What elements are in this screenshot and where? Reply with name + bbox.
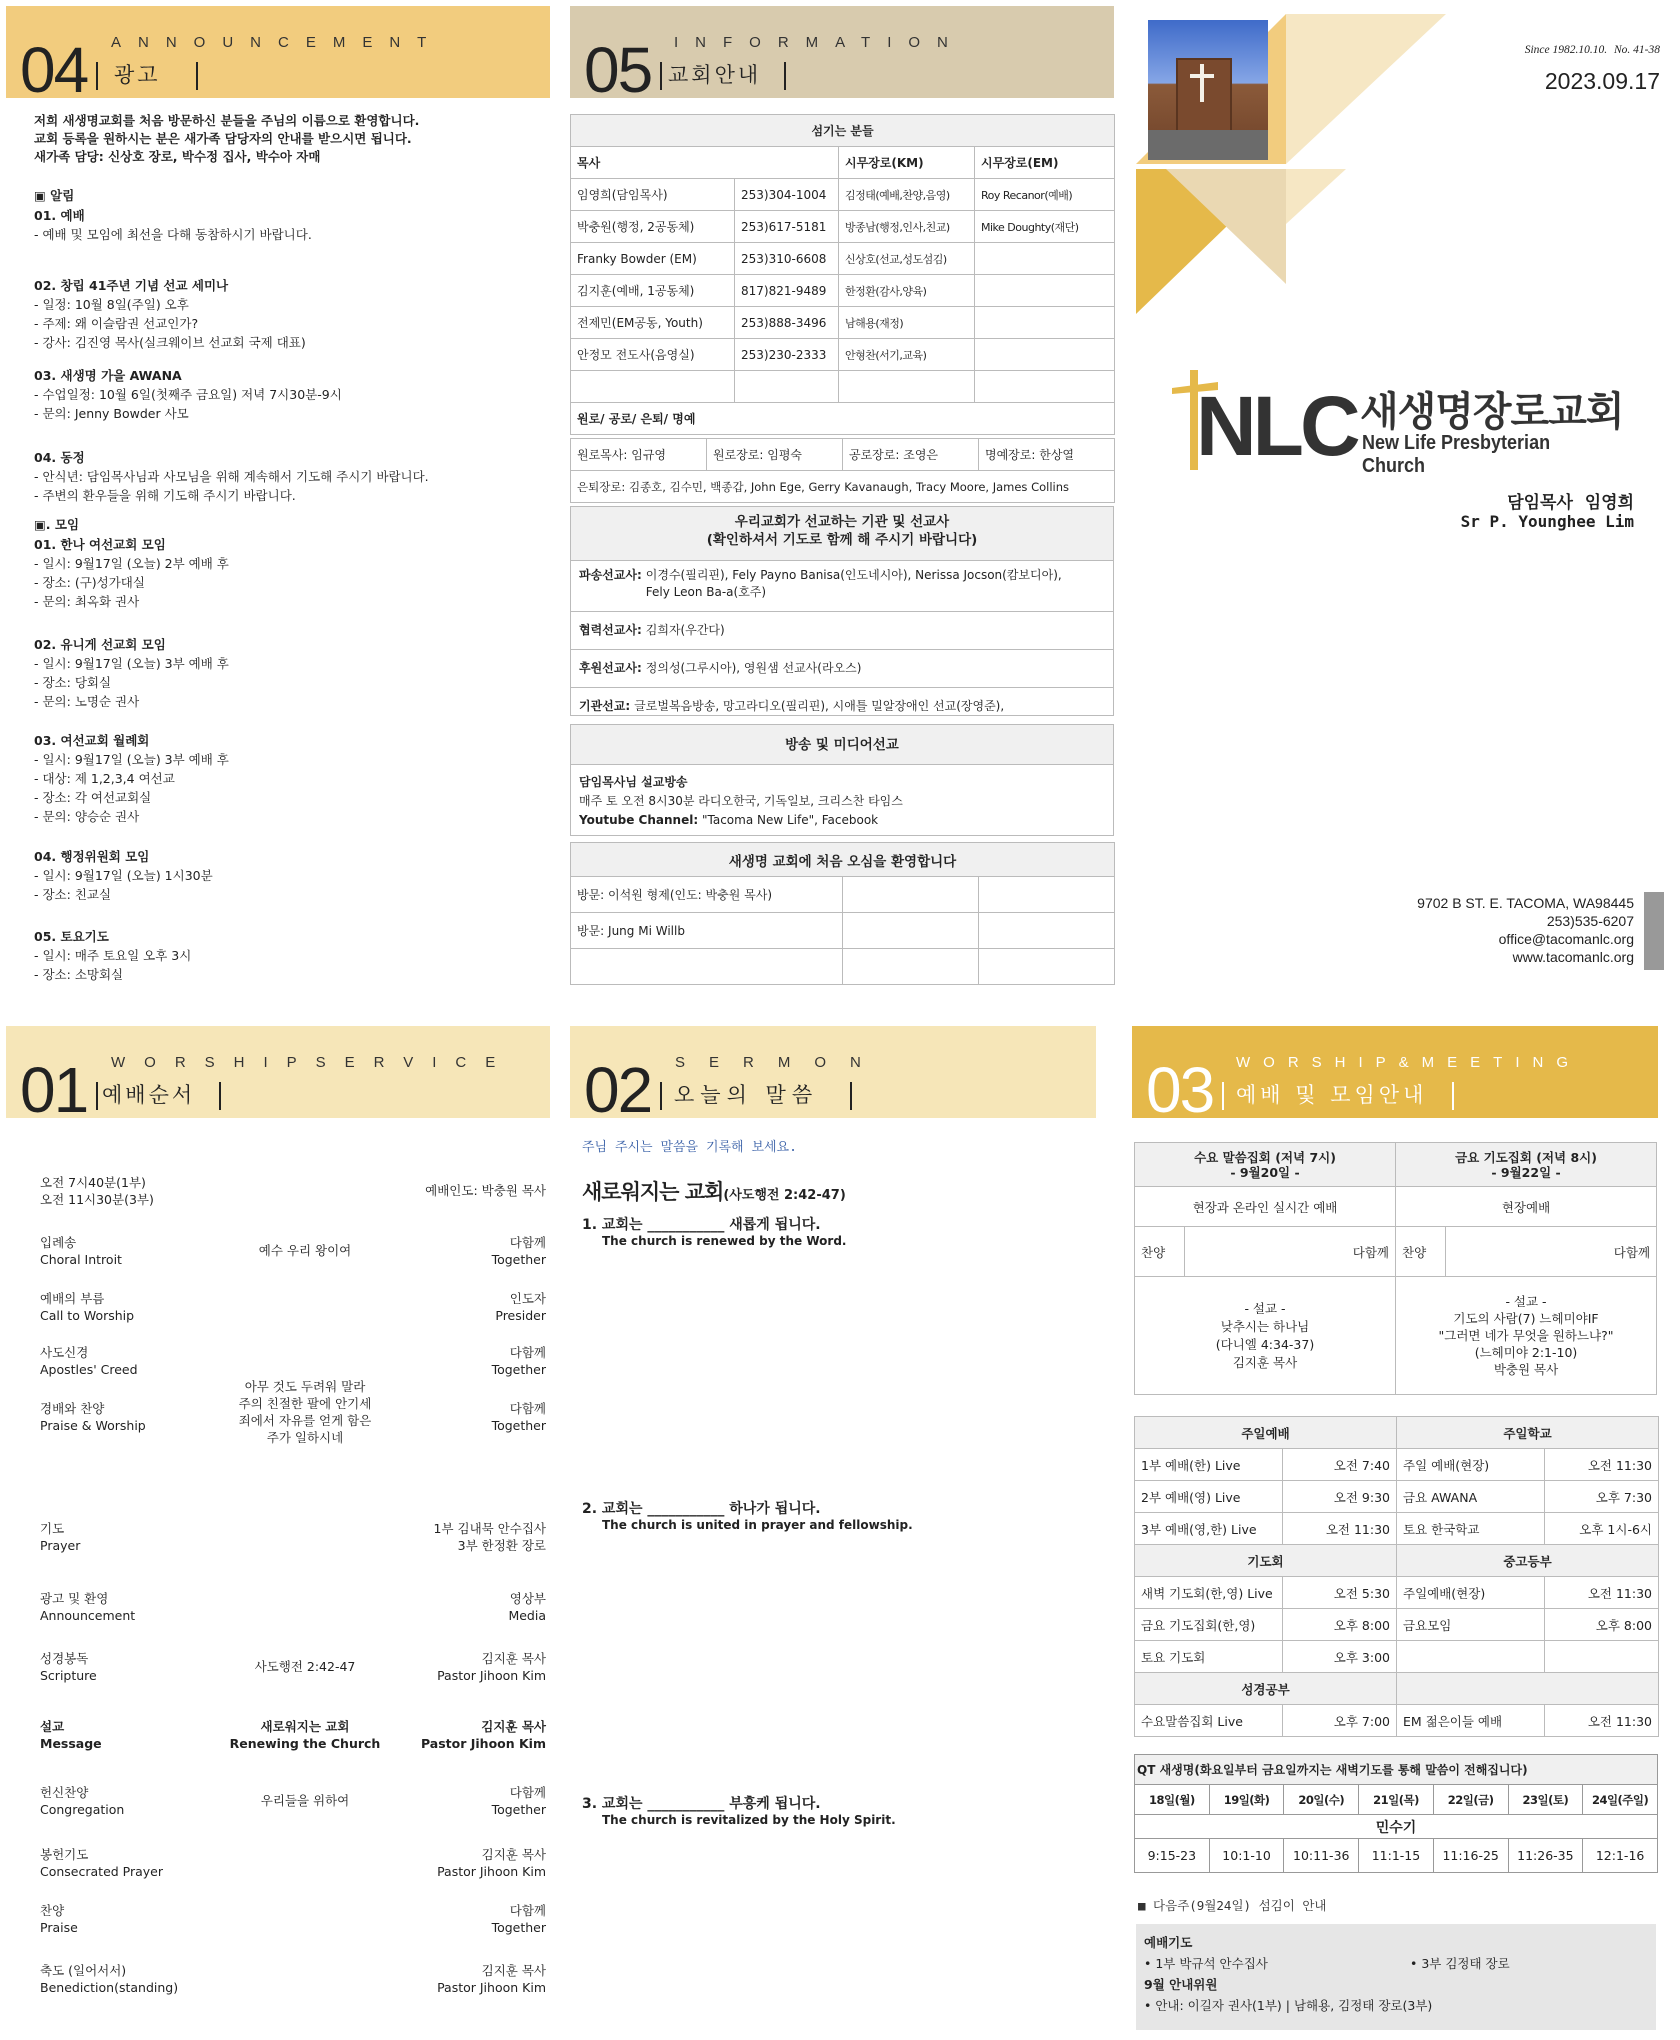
fri-sermon: - 설교 - 기도의 사람(7) 느헤미야IF "그러면 네가 무엇을 원하느냐?" (느헤미야 2:1-10) 박충원 목사 xyxy=(1396,1277,1657,1395)
church-logo xyxy=(1170,362,1640,482)
worship-leader: 인도자 Presider xyxy=(495,1291,546,1323)
qt-reference: 10:11-36 xyxy=(1284,1839,1359,1873)
church-name-en: New Life Presbyterian Church xyxy=(1362,432,1551,477)
staff-row xyxy=(571,179,1115,211)
media-title: 방송 및 미디어선교 xyxy=(571,725,1113,765)
worship-leader: 다함께 Together xyxy=(491,1903,546,1935)
schedule-cell: 오후 8:00 xyxy=(1545,1609,1659,1641)
meeting-item xyxy=(34,535,229,611)
schedule-cell: 금요모임 xyxy=(1397,1609,1545,1641)
mission-key: 후원선교사: xyxy=(579,661,642,675)
schedule-cell: EM 젊은이들 예배 xyxy=(1397,1705,1545,1737)
qt-reference: 10:1-10 xyxy=(1209,1839,1284,1873)
mission-key: 협력선교사: xyxy=(579,623,642,637)
qt-title: QT 새생명(화요일부터 금요일까지는 새벽기도를 통해 말씀이 전해집니다) xyxy=(1135,1755,1658,1785)
qt-reference: 11:1-15 xyxy=(1359,1839,1434,1873)
schedule-cell: 새벽 기도회(한,영) Live xyxy=(1135,1577,1283,1609)
notice-title: 02. 창립 41주년 기념 선교 세미나 xyxy=(34,278,229,293)
retired-elders: 은퇴장로: 김종호, 김수민, 백종갑, John Ege, Gerry Kavanaugh, Tracy Moore, James Collins xyxy=(571,471,1115,503)
staff-cell: 김정태(예배,찬양,음영) xyxy=(839,179,975,211)
section-title-ko: 예배순서 xyxy=(102,1083,196,1107)
information-panel xyxy=(570,6,1118,1006)
mission-row xyxy=(571,561,1113,611)
qt-day: 20일(수) xyxy=(1284,1785,1359,1815)
address: 9702 B ST. E. TACOMA, WA98445 xyxy=(1417,895,1634,911)
worship-leader: 1부 김내묵 안수집사 3부 한정환 장로 xyxy=(433,1521,546,1553)
wed-type: 현장과 온라인 실시간 예배 xyxy=(1135,1187,1396,1227)
next-week-note: ■ 다음주(9월24일) 섬김이 안내 xyxy=(1138,1898,1327,1913)
meeting-title: 02. 유니게 선교회 모임 xyxy=(34,637,166,652)
staff-row xyxy=(571,339,1115,371)
notice-title: 01. 예배 xyxy=(34,208,85,223)
meeting-item xyxy=(34,731,229,826)
elder-cell: 공로장로: 조영은 xyxy=(843,439,979,471)
youtube-label: Youtube Channel: xyxy=(579,813,699,827)
staff-cell: 김지훈(예배, 1공동체) xyxy=(571,275,735,307)
mission-row xyxy=(571,687,1113,725)
visitor-row: 방문: 이석원 형제(인도: 박충원 목사) xyxy=(571,877,843,913)
issue-number: 41-38 xyxy=(1633,44,1660,56)
schedule-row xyxy=(1135,1609,1659,1641)
schedule-cell: 2부 예배(영) Live xyxy=(1135,1481,1283,1513)
staff-cell: 안정모 전도사(음영실) xyxy=(571,339,735,371)
staff-cell: 253)617-5181 xyxy=(735,211,839,243)
side-bar xyxy=(1644,892,1664,970)
hymn-label: 찬양 xyxy=(1396,1227,1446,1277)
worship-item: 설교 Message xyxy=(40,1719,102,1751)
schedule-cell: 오후 3:00 xyxy=(1283,1641,1397,1673)
schedule-row xyxy=(1135,1705,1659,1737)
media-sub: 담임목사님 설교방송 xyxy=(579,775,688,789)
sermon-note: 주님 주시는 말씀을 기록해 보세요. xyxy=(582,1140,797,1155)
staff-row xyxy=(571,307,1115,339)
pastor-col: 목사 xyxy=(571,147,839,179)
schedule-table xyxy=(1134,1416,1659,1737)
sermon-heading xyxy=(582,1176,846,1206)
schedule-heading: 중고등부 xyxy=(1397,1545,1659,1577)
welcome-note: 저희 새생명교회를 처음 방문하신 분들을 주님의 이름으로 환영합니다. 교회 등록을 원하시는 분은 새가족 담당자의 안내를 받으시면 됩니다. 새가족 담당: 신상호 장로, 박수정 집사, 박수아 자매 xyxy=(34,113,420,164)
section-title-ko: 예배 및 모임안내 xyxy=(1236,1083,1428,1107)
elder-cell: 명예장로: 한상열 xyxy=(979,439,1115,471)
meeting-body: - 일시: 9월17일 (오늘) 1시30분 - 장소: 친교실 xyxy=(34,868,213,902)
worship-content: 새로워지는 교회 Renewing the Church xyxy=(229,1719,381,1751)
worship-leader: 예배인도: 박충원 목사 xyxy=(425,1183,546,1198)
meeting-body: - 일시: 매주 토요일 오후 3시 - 장소: 소망회실 xyxy=(34,948,192,982)
hymn-label: 찬양 xyxy=(1135,1227,1185,1277)
mission-value: 글로벌복음방송, 망고라디오(필리핀), 시애틀 밀알장애인 선교(장영준), xyxy=(634,699,1005,713)
schedule-cell: 오전 9:30 xyxy=(1283,1481,1397,1513)
qt-reference: 11:26-35 xyxy=(1508,1839,1583,1873)
mission-list xyxy=(571,561,1113,725)
section-title-en: SERMON xyxy=(675,1054,885,1071)
elders-title: 원로/ 공로/ 은퇴/ 명예 xyxy=(571,403,1115,435)
worship-item: 입례송 Choral Introit xyxy=(40,1235,122,1267)
schedule-cell: 수요말씀집회 Live xyxy=(1135,1705,1283,1737)
meeting-item xyxy=(34,927,191,984)
meeting-header xyxy=(1132,1026,1658,1126)
since-date: 1982.10.10. xyxy=(1552,44,1608,56)
schedule-cell: 오전 11:30 xyxy=(1545,1577,1659,1609)
hymn-value: 다함께 xyxy=(1185,1227,1396,1277)
staff-cell xyxy=(975,275,1115,307)
schedule-heading: 주일학교 xyxy=(1397,1417,1659,1449)
section-title-ko: 광고 xyxy=(114,63,161,87)
staff-cell: 817)821-9489 xyxy=(735,275,839,307)
schedule-row xyxy=(1135,1481,1659,1513)
schedule-cell: 금요 AWANA xyxy=(1397,1481,1545,1513)
mission-value: 정의성(그루시아), 영원샘 선교사(라오스) xyxy=(645,661,862,675)
mission-title: 우리교회가 선교하는 기관 및 선교사 (확인하셔서 기도로 함께 해 주시기 바랍니다) xyxy=(571,507,1113,561)
worship-leader: 김지훈 목사 Pastor Jihoon Kim xyxy=(437,1963,546,1995)
worship-leader: 다함께 Together xyxy=(491,1345,546,1377)
schedule-heading: 주일예배 xyxy=(1135,1417,1397,1449)
staff-cell: 한정환(감사,양육) xyxy=(839,275,975,307)
information-header xyxy=(570,6,1114,106)
since-label: Since xyxy=(1524,44,1550,56)
worship-time: 오전 7시40분(1부) 오전 11시30분(3부) xyxy=(40,1175,154,1207)
mission-key: 기관선교: xyxy=(579,699,631,713)
church-name-ko: 새생명장로교회 xyxy=(1360,389,1624,435)
notice-item xyxy=(34,448,429,505)
meeting-title: 03. 여선교회 월례회 xyxy=(34,733,150,748)
worship-leader: 다함께 Together xyxy=(491,1235,546,1267)
schedule-cell: 오전 7:40 xyxy=(1283,1449,1397,1481)
prayer-1: • 1부 박규석 안수집사 xyxy=(1144,1956,1268,1971)
schedule-cell xyxy=(1397,1641,1545,1673)
meeting-body: - 일시: 9월17일 (오늘) 3부 예배 후 - 장소: 당회실 - 문의: 노명순 권사 xyxy=(34,656,229,709)
staff-row xyxy=(571,243,1115,275)
issue-label: No. xyxy=(1613,44,1631,56)
worship-item: 기도 Prayer xyxy=(40,1521,81,1553)
meeting-heading: ▣. 모임 xyxy=(34,517,80,532)
worship-item: 사도신경 Apostles' Creed xyxy=(40,1345,138,1377)
contact-block xyxy=(1417,894,1634,966)
qt-reference: 12:1-16 xyxy=(1583,1839,1658,1873)
staff-cell: 안형찬(서기,교육) xyxy=(839,339,975,371)
schedule-row xyxy=(1135,1449,1659,1481)
mission-box xyxy=(570,506,1114,716)
qt-table xyxy=(1134,1754,1658,1873)
qt-reference: 11:16-25 xyxy=(1433,1839,1508,1873)
section-number: 03 xyxy=(1146,1054,1214,1126)
staff-title: 섬기는 분들 xyxy=(571,115,1115,147)
prayer-3: • 3부 김정태 장로 xyxy=(1410,1956,1510,1971)
section-title-ko: 교회안내 xyxy=(668,63,762,87)
notice-title: 04. 동정 xyxy=(34,450,85,465)
section-number: 05 xyxy=(584,34,652,106)
section-title-en: INFORMATION xyxy=(674,34,965,51)
phone: 253)535-6207 xyxy=(1546,913,1634,929)
mission-value: 김희자(우간다) xyxy=(645,623,725,637)
staff-cell: 253)310-6608 xyxy=(735,243,839,275)
staff-cell: 남해용(재정) xyxy=(839,307,975,339)
elder-km-col: 시무장로(KM) xyxy=(839,147,975,179)
staff-cell: 253)304-1004 xyxy=(735,179,839,211)
prayer-title: 예배기도 xyxy=(1144,1935,1193,1950)
notice-title: 03. 새생명 가을 AWANA xyxy=(34,368,182,383)
announcement-header xyxy=(6,6,550,106)
schedule-heading: 기도회 xyxy=(1135,1545,1397,1577)
schedule-cell: 오전 11:30 xyxy=(1283,1513,1397,1545)
meeting-title: 01. 한나 여선교회 모임 xyxy=(34,537,166,552)
schedule-cell: 오전 11:30 xyxy=(1545,1449,1659,1481)
staff-cell: Franky Bowder (EM) xyxy=(571,243,735,275)
meeting-item xyxy=(34,847,213,904)
youtube-value: "Tacoma New Life", Facebook xyxy=(698,813,879,827)
qt-day: 18일(월) xyxy=(1135,1785,1210,1815)
mission-key: 파송선교사: xyxy=(579,568,642,582)
schedule-cell: 주일 예배(현장) xyxy=(1397,1449,1545,1481)
meeting-panel xyxy=(1132,1026,1676,2036)
servants-box xyxy=(1136,1924,1656,2030)
worship-item: 헌신찬양 Congregation xyxy=(40,1785,125,1817)
wed-title: 수요 말씀집회 (저녁 7시) - 9월20일 - xyxy=(1135,1143,1396,1187)
visitor-row: 방문: Jung Mi Willb xyxy=(571,913,843,949)
usher-line: • 안내: 이길자 권사(1부) | 남해용, 김정태 장로(3부) xyxy=(1144,1998,1433,2013)
worship-item: 축도 (일어서서) Benediction(standing) xyxy=(40,1963,179,1995)
bulletin-date: 2023.09.17 xyxy=(1544,68,1660,94)
notice-item xyxy=(34,206,312,244)
fri-title: 금요 기도집회 (저녁 8시) - 9월22일 - xyxy=(1396,1143,1657,1187)
worship-item: 예배의 부름 Call to Worship xyxy=(40,1291,135,1323)
worship-leader: 영상부 Media xyxy=(508,1591,546,1623)
wed-sermon: - 설교 - 낮추시는 하나님 (다니엘 4:34-37) 김지훈 목사 xyxy=(1135,1277,1396,1395)
worship-item: 성경봉독 Scripture xyxy=(40,1651,97,1683)
worship-content: 사도행전 2:42-47 xyxy=(254,1659,356,1674)
qt-day: 24일(주일) xyxy=(1583,1785,1658,1815)
weekday-service-table xyxy=(1134,1142,1657,1395)
staff-cell xyxy=(975,307,1115,339)
schedule-row xyxy=(1135,1545,1659,1577)
staff-table xyxy=(570,114,1115,435)
usher-title: 9월 안내위원 xyxy=(1144,1977,1218,1992)
worship-content: 예수 우리 왕이여 xyxy=(258,1243,352,1258)
sermon-point: 2. 교회는 ___________ 하나가 됩니다. The church is united in prayer and fellowship. xyxy=(582,1501,913,1532)
schedule-empty xyxy=(1397,1673,1659,1705)
notice-body: - 수업일정: 10월 6일(첫째주 금요일) 저녁 7시30분-9시 - 문의: Jenny Bowder 사모 xyxy=(34,387,342,421)
meeting-title: 05. 토요기도 xyxy=(34,929,109,944)
section-number: 01 xyxy=(20,1054,88,1126)
worship-panel xyxy=(6,1026,550,2036)
schedule-row xyxy=(1135,1577,1659,1609)
pastor-ko: 담임목사 임영희 xyxy=(1507,493,1634,513)
staff-cell xyxy=(975,339,1115,371)
section-title-en: WORSHIPSERVICE xyxy=(111,1054,515,1071)
mission-row xyxy=(571,611,1113,649)
notice-heading: ▣ 알림 xyxy=(34,188,75,203)
meeting-item xyxy=(34,635,229,711)
meeting-body: - 일시: 9월17일 (오늘) 2부 예배 후 - 장소: (구)성가대실 - 문의: 최옥화 권사 xyxy=(34,556,229,609)
staff-cell: Mike Doughty(재단) xyxy=(975,211,1115,243)
sermon-panel xyxy=(570,1026,1106,2036)
section-title-en: WORSHIP&MEETING xyxy=(1236,1054,1582,1071)
qt-day: 21일(목) xyxy=(1359,1785,1434,1815)
media-box xyxy=(570,724,1114,836)
staff-cell xyxy=(975,243,1115,275)
elder-cell: 원로목사: 임규영 xyxy=(571,439,707,471)
cover-panel xyxy=(1130,6,1674,1006)
worship-content: 아무 것도 두려워 말라 주의 친절한 팔에 안기세 죄에서 자유를 얻게 함은 주가 일하시네 xyxy=(238,1379,372,1445)
worship-leader: 김지훈 목사 Pastor Jihoon Kim xyxy=(437,1651,546,1683)
worship-header xyxy=(6,1026,550,1126)
staff-cell: 253)230-2333 xyxy=(735,339,839,371)
schedule-cell: 오후 8:00 xyxy=(1283,1609,1397,1641)
schedule-row xyxy=(1135,1513,1659,1545)
schedule-cell: 오후 1시-6시 xyxy=(1545,1513,1659,1545)
sermon-header xyxy=(570,1026,1096,1126)
worship-leader: 김지훈 목사 Pastor Jihoon Kim xyxy=(420,1719,546,1751)
staff-cell: 신상호(선교,성도섬김) xyxy=(839,243,975,275)
fri-type: 현장예배 xyxy=(1396,1187,1657,1227)
section-number: 02 xyxy=(584,1054,652,1126)
staff-cell: Roy Recanor(예배) xyxy=(975,179,1115,211)
mission-row xyxy=(571,649,1113,687)
schedule-cell: 오전 5:30 xyxy=(1283,1577,1397,1609)
schedule-cell: 3부 예배(영,한) Live xyxy=(1135,1513,1283,1545)
elders-table xyxy=(570,438,1115,503)
schedule-row xyxy=(1135,1673,1659,1705)
schedule-cell: 오후 7:30 xyxy=(1545,1481,1659,1513)
qt-day: 23일(토) xyxy=(1508,1785,1583,1815)
qt-book: 민수기 xyxy=(1135,1815,1658,1839)
staff-cell: 전제민(EM공동, Youth) xyxy=(571,307,735,339)
meeting-body: - 일시: 9월17일 (오늘) 3부 예배 후 - 대상: 제 1,2,3,4 여선교 - 장소: 각 여선교회실 - 문의: 양승순 권사 xyxy=(34,752,229,824)
schedule-cell: 오후 7:00 xyxy=(1283,1705,1397,1737)
worship-content: 우리들을 위하여 xyxy=(260,1793,350,1808)
worship-item: 경배와 찬양 Praise & Worship xyxy=(40,1401,146,1433)
pastor-en: Sr P. Younghee Lim xyxy=(1460,512,1634,531)
section-number: 04 xyxy=(20,34,88,106)
worship-leader: 김지훈 목사 Pastor Jihoon Kim xyxy=(437,1847,546,1879)
staff-row xyxy=(571,211,1115,243)
schedule-cell: 금요 기도집회(한,영) xyxy=(1135,1609,1283,1641)
sermon-reference: (사도행전 2:42-47) xyxy=(723,1188,846,1203)
qt-day: 19일(화) xyxy=(1209,1785,1284,1815)
media-line: 매주 토 오전 8시30분 라디오한국, 기독일보, 크리스찬 타임스 xyxy=(579,794,903,808)
welcome-title: 새생명 교회에 처음 오심을 환영합니다 xyxy=(571,843,1115,877)
church-photo xyxy=(1148,20,1268,160)
email-link[interactable]: office@tacomanlc.org xyxy=(1498,931,1634,947)
qt-day: 22일(금) xyxy=(1433,1785,1508,1815)
hymn-value: 다함께 xyxy=(1446,1227,1657,1277)
schedule-heading: 성경공부 xyxy=(1135,1673,1397,1705)
elder-em-col: 시무장로(EM) xyxy=(975,147,1115,179)
worship-item: 광고 및 환영 Announcement xyxy=(40,1591,136,1623)
qt-reference: 9:15-23 xyxy=(1135,1839,1210,1873)
staff-cell: 253)888-3496 xyxy=(735,307,839,339)
worship-leader: 다함께 Together xyxy=(491,1785,546,1817)
schedule-cell xyxy=(1545,1641,1659,1673)
logo-mark: NLC xyxy=(1196,379,1357,473)
mission-value: 이경수(필리핀), Fely Payno Banisa(인도네시아), Nerissa Jocson(캄보디아), Fely Leon Ba-a(호주) xyxy=(645,568,1062,599)
notice-item xyxy=(34,366,342,423)
worship-item: 봉헌기도 Consecrated Prayer xyxy=(40,1847,164,1879)
schedule-cell: 토요 기도회 xyxy=(1135,1641,1283,1673)
schedule-cell: 오전 11:30 xyxy=(1545,1705,1659,1737)
sermon-point: 3. 교회는 ___________ 부흥케 됩니다. The church is revitalized by the Holy Spirit. xyxy=(582,1796,896,1827)
elder-cell: 원로장로: 임평숙 xyxy=(707,439,843,471)
staff-row xyxy=(571,275,1115,307)
sermon-title: 새로워지는 교회 xyxy=(582,1180,724,1204)
schedule-row xyxy=(1135,1417,1659,1449)
staff-cell: 박충원(행정, 2공동체) xyxy=(571,211,735,243)
schedule-cell: 1부 예배(한) Live xyxy=(1135,1449,1283,1481)
section-title-ko: 오늘의 말씀 xyxy=(674,1083,819,1107)
worship-leader: 다함께 Together xyxy=(491,1401,546,1433)
meeting-title: 04. 행정위원회 모임 xyxy=(34,849,150,864)
staff-cell: 임영희(담임목사) xyxy=(571,179,735,211)
sermon-point: 1. 교회는 ___________ 새롭게 됩니다. The church is renewed by the Word. xyxy=(582,1217,847,1248)
notice-body: - 예배 및 모임에 최선을 다해 동참하시기 바랍니다. xyxy=(34,227,312,242)
staff-cell: 방종남(행정,인사,친교) xyxy=(839,211,975,243)
schedule-cell: 토요 한국학교 xyxy=(1397,1513,1545,1545)
section-title-en: ANNOUNCEMENT xyxy=(111,34,444,51)
schedule-cell: 주일예배(현장) xyxy=(1397,1577,1545,1609)
website-link[interactable]: www.tacomanlc.org xyxy=(1512,949,1634,965)
notice-item xyxy=(34,276,306,352)
notice-body: - 일정: 10월 8일(주일) 오후 - 주제: 왜 이슬람권 선교인가? - 강사: 김진영 목사(실크웨이브 선교회 국제 대표) xyxy=(34,297,306,350)
welcome-table xyxy=(570,842,1115,985)
worship-item: 찬양 Praise xyxy=(40,1903,78,1935)
schedule-row xyxy=(1135,1641,1659,1673)
notice-body: - 안식년: 담임목사님과 사모님을 위해 계속해서 기도해 주시기 바랍니다. - 주변의 환우들을 위해 기도해 주시기 바랍니다. xyxy=(34,469,429,503)
announcement-panel xyxy=(6,6,550,1006)
